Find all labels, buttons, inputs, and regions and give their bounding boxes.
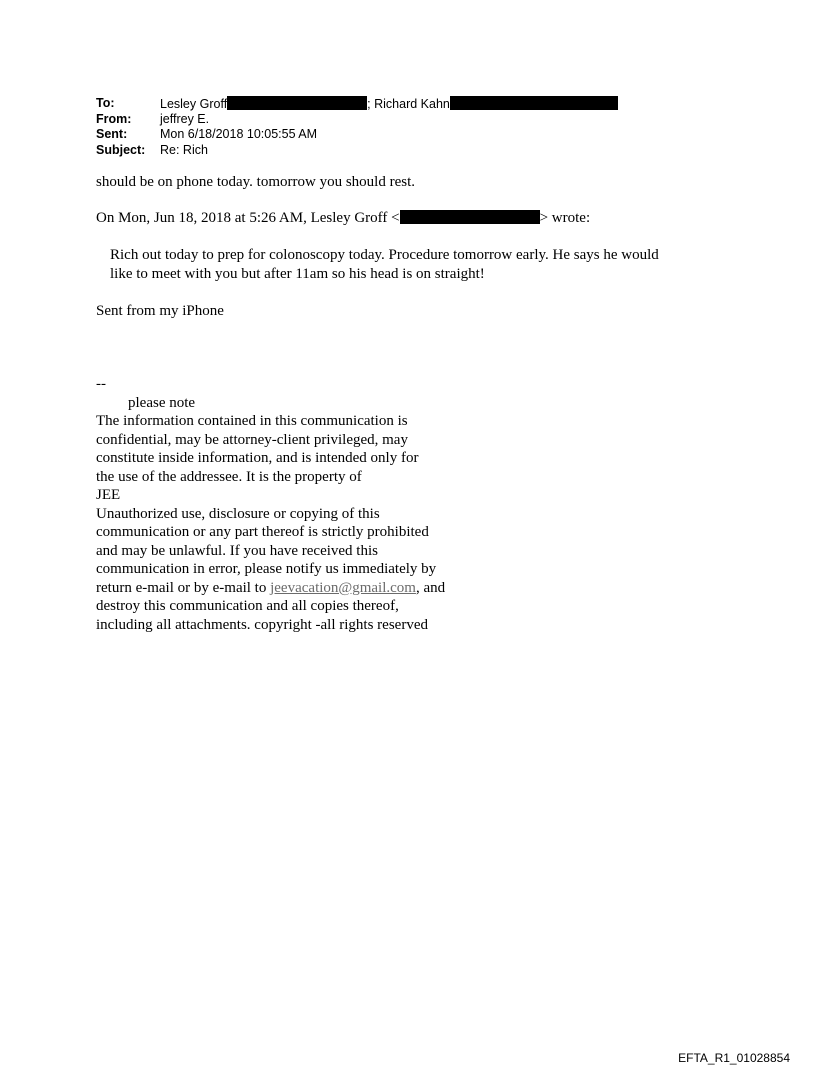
disclaimer-line: destroy this communication and all copies thereof, xyxy=(96,598,399,614)
disclaimer-email-link[interactable]: jeevacation@gmail.com xyxy=(270,579,416,596)
recipient-1: Lesley Groff xyxy=(160,97,228,111)
header-label-to: To: xyxy=(96,96,115,110)
disclaimer-line: the use of the addressee. It is the property of xyxy=(96,468,362,485)
redaction-bar xyxy=(400,210,540,224)
disclaimer-email-prefix: return e-mail or by e-mail to xyxy=(96,579,271,596)
quote-intro-text: On Mon, Jun 18, 2018 at 5:26 AM, Lesley Groff < xyxy=(96,210,400,226)
quote-intro xyxy=(96,209,590,228)
disclaimer-email-suffix: , and xyxy=(415,579,446,596)
redaction-bar xyxy=(450,96,618,110)
header-value-sent: Mon 6/18/2018 10:05:55 AM xyxy=(160,127,318,141)
header-value-subject: Re: Rich xyxy=(160,142,208,157)
disclaimer-line: communication or any part thereof is strictly prohibited xyxy=(96,524,429,540)
redaction-bar xyxy=(227,96,367,110)
signature-separator: -- xyxy=(96,376,106,392)
disclaimer-line: including all attachments. copyright -all rights reserved xyxy=(96,616,428,633)
document-id: EFTA_R1_01028854 xyxy=(678,1051,790,1065)
header-value-from: jeffrey E. xyxy=(160,111,210,126)
disclaimer xyxy=(96,412,445,634)
header-label-from: From: xyxy=(96,111,132,126)
note-heading: please note xyxy=(128,395,196,411)
disclaimer-line: and may be unlawful. If you have received this xyxy=(96,542,378,559)
header-label-subject: Subject: xyxy=(96,142,146,157)
quote-intro-suffix: > wrote: xyxy=(539,210,591,226)
disclaimer-line: confidential, may be attorney-client privileged, may xyxy=(96,431,408,448)
disclaimer-line: constitute inside information, and is intended only for xyxy=(96,450,419,466)
disclaimer-line: communication in error, please notify us immediately by xyxy=(96,561,437,577)
disclaimer-line-email xyxy=(96,579,445,598)
header-value-to xyxy=(160,96,618,113)
email-signature: Sent from my iPhone xyxy=(96,303,224,319)
quoted-line: Rich out today to prep for colonoscopy today. Procedure tomorrow early. He says he would xyxy=(110,247,659,263)
disclaimer-line: JEE xyxy=(96,487,121,503)
disclaimer-line: The information contained in this communication is xyxy=(96,413,408,429)
quoted-message xyxy=(110,246,659,283)
email-body-line: should be on phone today. tomorrow you should rest. xyxy=(96,174,415,190)
header-label-sent: Sent: xyxy=(96,127,128,141)
quoted-line: like to meet with you but after 11am so his head is on straight! xyxy=(110,265,485,282)
disclaimer-line: Unauthorized use, disclosure or copying of this xyxy=(96,505,380,522)
recipient-2: ; Richard Kahn xyxy=(367,97,450,111)
